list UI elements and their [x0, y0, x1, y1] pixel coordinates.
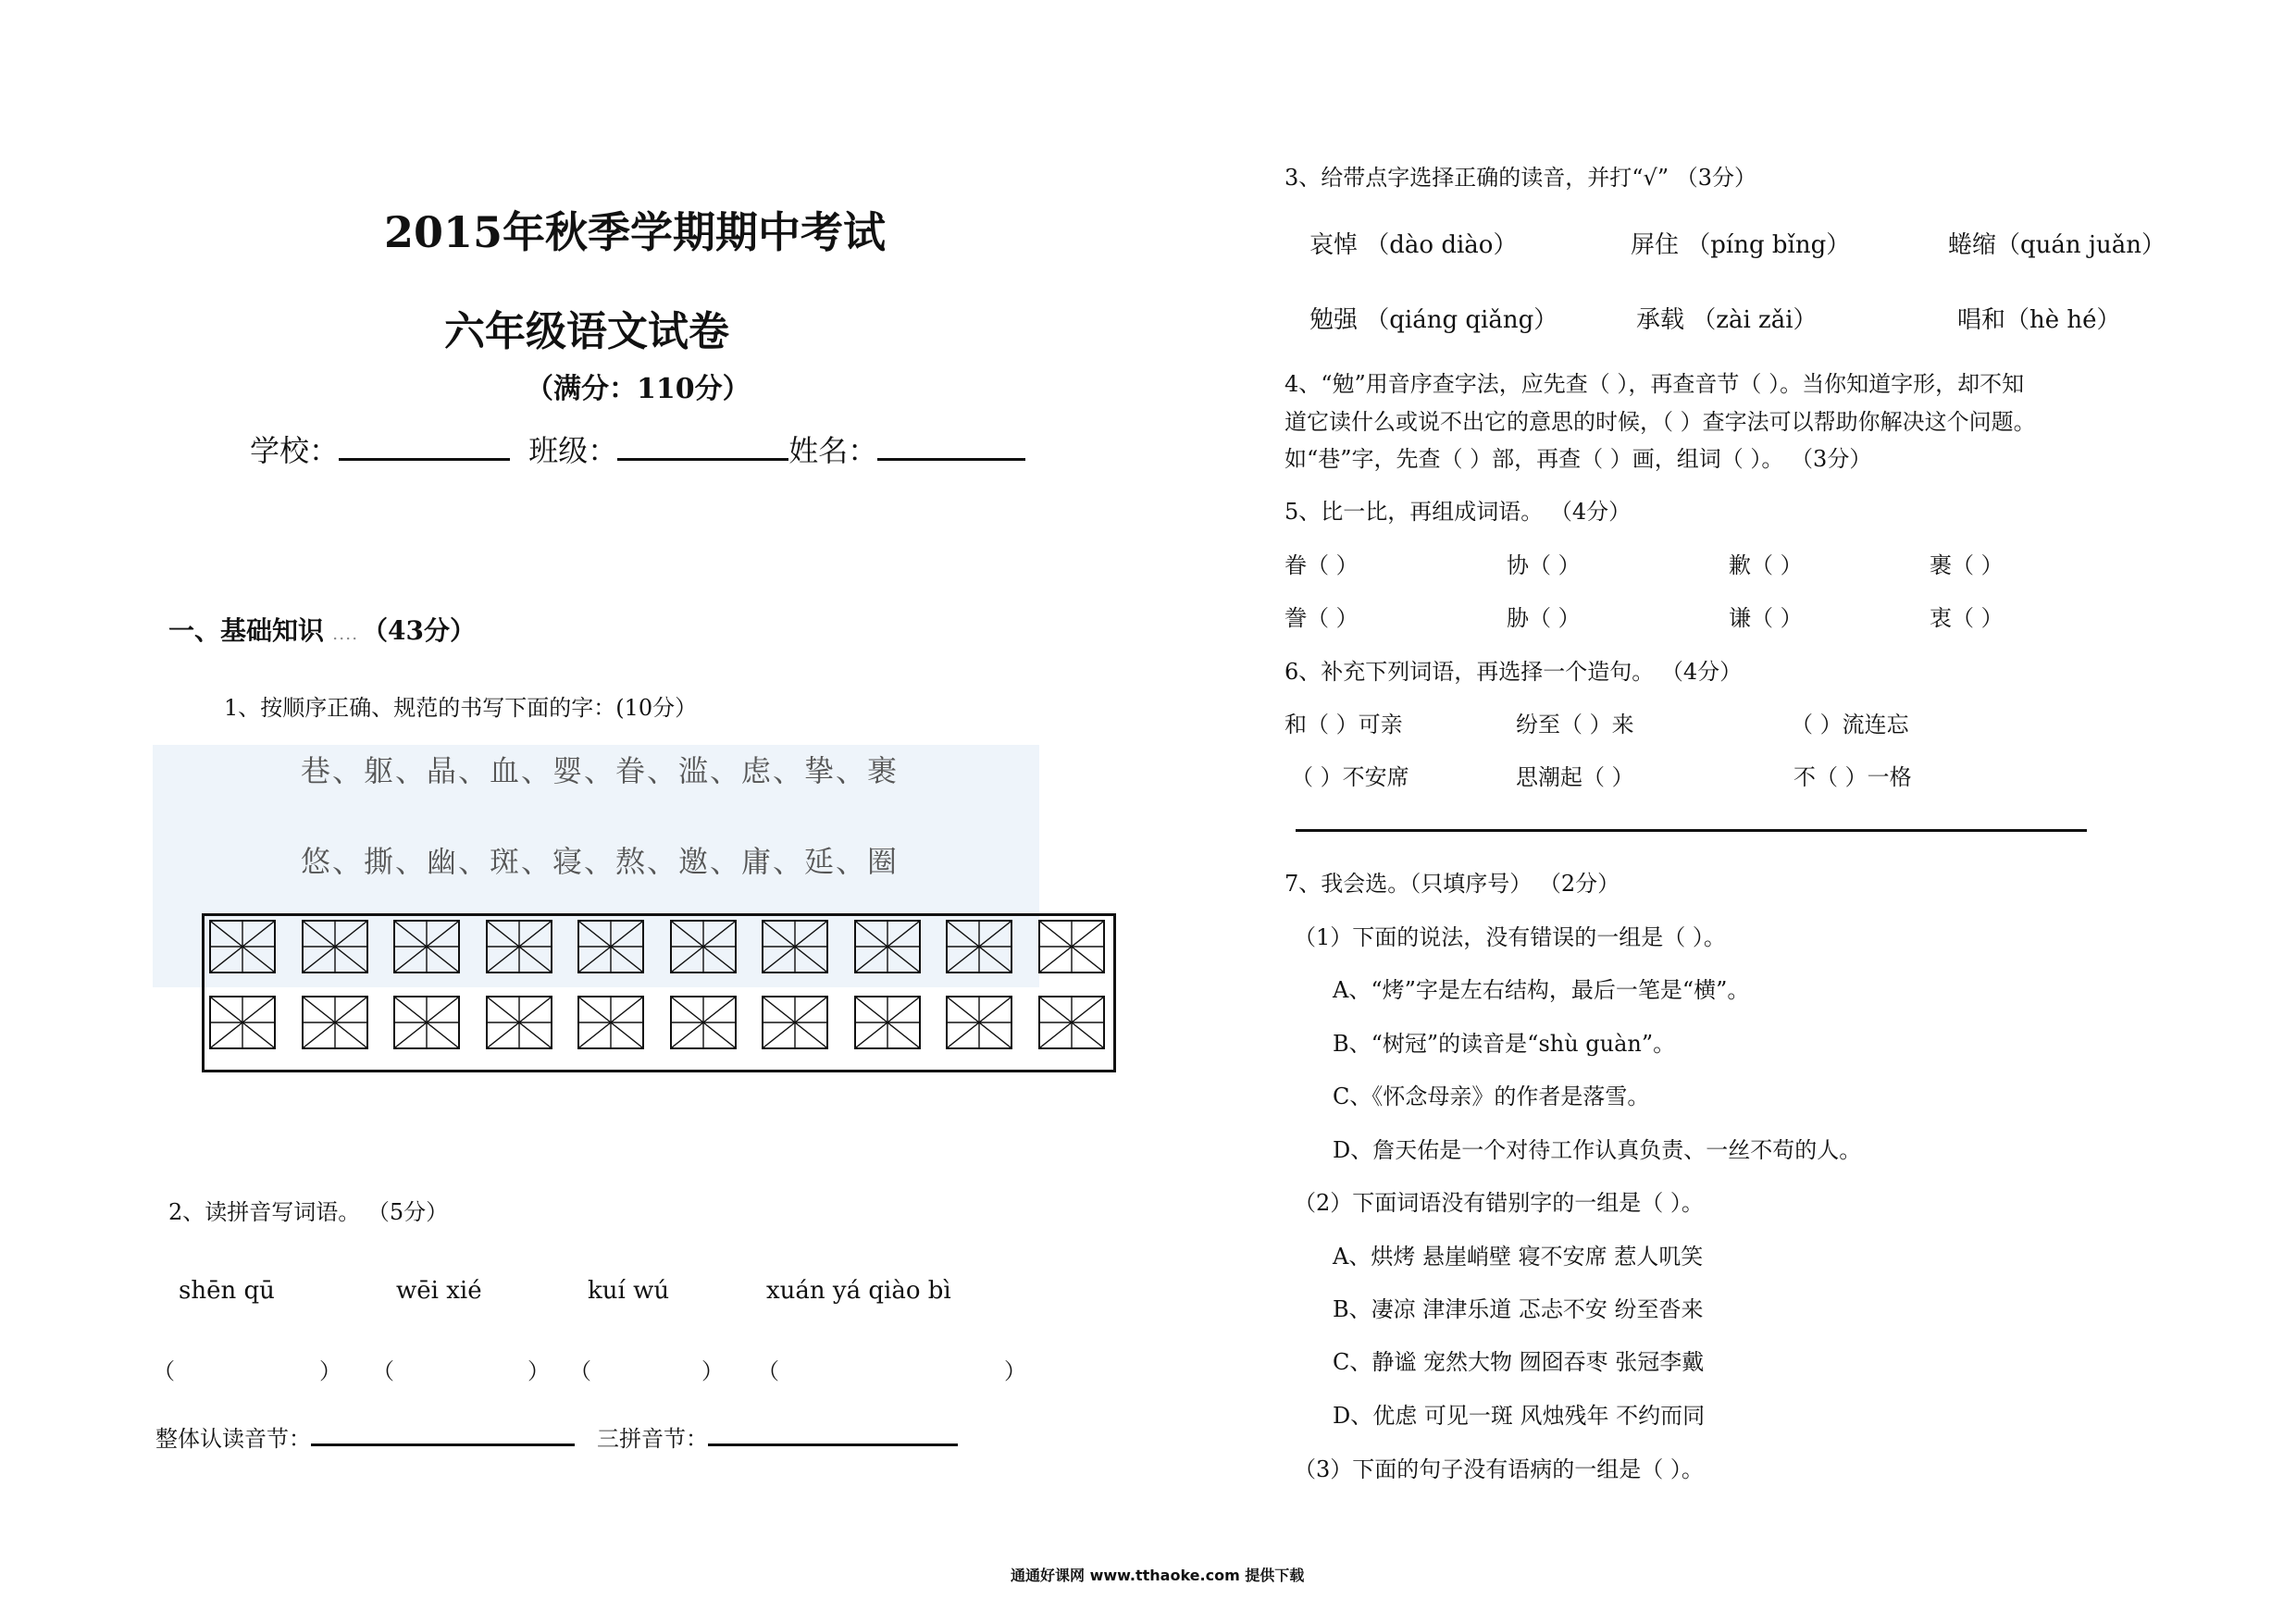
writing-cell[interactable]: [946, 920, 1012, 973]
writing-cell[interactable]: [302, 920, 368, 973]
q7-sub2-opt-c: C、静谧 宠然大物 囫囵吞枣 张冠李戴: [1333, 1349, 1705, 1375]
q4-line-3: 如“巷”字，先查（ ）部，再查（ ）画，组词（ ）。 （3分）: [1285, 446, 1872, 472]
triple-syllable-field[interactable]: [708, 1423, 958, 1446]
q3-item-1: 哀悼 （dào diào）: [1309, 231, 1518, 259]
writing-cell[interactable]: [1038, 996, 1105, 1049]
school-label: 学校：: [250, 433, 340, 468]
q6-item-6: 不（ ）一格: [1793, 764, 1912, 790]
writing-cell[interactable]: [577, 920, 644, 973]
q1-chars-row2: 悠、撕、幽、斑、寝、熬、邀、庸、延、圈: [301, 844, 900, 879]
q5-item-7: 谦（ ）: [1729, 605, 1803, 631]
writing-cell[interactable]: [577, 996, 644, 1049]
q3-item-3: 蜷缩（quán juǎn）: [1948, 231, 2166, 259]
q2-pinyin-3: kuí wú: [588, 1277, 670, 1305]
triple-syllable-row: [597, 1420, 958, 1453]
writing-cell[interactable]: [670, 920, 737, 973]
q3-item-4: 勉强 （qiáng qiǎng）: [1309, 306, 1558, 334]
q5-item-8: 衷（ ）: [1930, 605, 2004, 631]
q6-item-3: （ ）流连忘: [1791, 712, 1909, 737]
q7-sub1-opt-c: C、《怀念母亲》的作者是落雪。: [1333, 1084, 1650, 1109]
writing-cell[interactable]: [946, 996, 1012, 1049]
section-dots: ．．．．: [333, 628, 366, 643]
q6-sentence-line[interactable]: [1296, 829, 2087, 832]
q6-item-5: 思潮起（ ）: [1516, 764, 1634, 790]
name-field[interactable]: [877, 432, 1025, 461]
q4-line-2: 道它读什么或说不出它的意思的时候，（ ）查字法可以帮助你解决这个问题。: [1285, 409, 2036, 435]
q2-paren-close-3: ）: [701, 1358, 724, 1384]
full-score: （满分：110分）: [526, 373, 751, 405]
name-label: 姓名：: [788, 433, 878, 468]
q5-label: 5、比一比，再组成词语。 （4分）: [1285, 499, 1632, 525]
q3-item-6: 唱和（hè hé）: [1957, 306, 2121, 334]
q7-sub2: （2）下面词语没有错别字的一组是（ ）。: [1294, 1190, 1704, 1216]
writing-cell[interactable]: [209, 920, 276, 973]
triple-syllable-label: 三拼音节：: [597, 1426, 708, 1452]
writing-cell[interactable]: [854, 996, 921, 1049]
q2-paren-open-3: （: [569, 1358, 591, 1384]
writing-cell[interactable]: [393, 996, 460, 1049]
q6-item-4: （ ）不安席: [1291, 764, 1409, 790]
q2-label: 2、读拼音写词语。 （5分）: [168, 1199, 449, 1225]
q2-pinyin-1: shēn qū: [179, 1277, 275, 1305]
section-title: 一、基础知识: [168, 615, 325, 646]
q5-item-1: 眷（ ）: [1285, 552, 1359, 578]
exam-title: 2015年秋季学期期中考试: [384, 207, 887, 257]
q5-item-2: 协（ ）: [1507, 552, 1581, 578]
q5-item-5: 誊（ ）: [1285, 605, 1359, 631]
q7-sub3: （3）下面的句子没有语病的一组是（ ）。: [1294, 1456, 1704, 1482]
writing-cell[interactable]: [209, 996, 276, 1049]
whole-syllable-label: 整体认读音节：: [155, 1426, 311, 1452]
q6-item-1: 和（ ）可亲: [1285, 712, 1403, 737]
q1-label: 1、按顺序正确、规范的书写下面的字：(10分）: [224, 695, 698, 721]
q2-pinyin-4: xuán yá qiào bì: [766, 1277, 951, 1305]
q7-sub2-opt-b: B、凄凉 津津乐道 忑忐不安 纷至沓来: [1333, 1296, 1704, 1322]
section-score: （43分）: [375, 615, 476, 646]
q1-chars-row1: 巷、躯、晶、血、婴、眷、滥、虑、挚、裹: [301, 753, 900, 788]
q6-item-2: 纷至（ ）来: [1516, 712, 1634, 737]
class-label: 班级：: [528, 433, 618, 468]
q2-paren-close-4: ）: [1004, 1358, 1026, 1384]
q4-line-1: 4、“勉”用音序查字法，应先查（ ），再查音节（ ）。当你知道字形，却不知: [1285, 371, 2025, 397]
writing-cell[interactable]: [670, 996, 737, 1049]
q2-paren-open-2: （: [372, 1358, 394, 1384]
q2-pinyin-2: wēi xié: [396, 1277, 482, 1305]
q3-label: 3、给带点字选择正确的读音，并打“√” （3分）: [1285, 165, 1756, 191]
writing-cell[interactable]: [762, 996, 828, 1049]
footer-credit: 通通好课网 www.tthaoke.com 提供下载: [1011, 1567, 1305, 1584]
section-basic-knowledge: [168, 611, 476, 648]
q7-sub1: （1）下面的说法，没有错误的一组是（ ）。: [1294, 924, 1726, 950]
q6-label: 6、补充下列词语，再选择一个造句。 （4分）: [1285, 659, 1743, 685]
q7-sub1-opt-b: B、“树冠”的读音是“shù guàn”。: [1333, 1031, 1676, 1057]
paper-subtitle: 六年级语文试卷: [444, 308, 729, 355]
writing-cell[interactable]: [302, 996, 368, 1049]
whole-syllable-row: [155, 1420, 575, 1453]
q7-sub2-opt-d: D、优虑 可见一斑 风烛残年 不约而同: [1333, 1403, 1706, 1429]
q5-item-4: 裹（ ）: [1930, 552, 2004, 578]
q2-paren-close-1: ）: [319, 1358, 341, 1384]
writing-cell[interactable]: [854, 920, 921, 973]
student-info-row: [250, 427, 1025, 470]
q3-item-5: 承载 （zài zǎi）: [1636, 306, 1818, 334]
writing-cell[interactable]: [762, 920, 828, 973]
q7-sub2-opt-a: A、烘烤 悬崖峭壁 寝不安席 惹人叽笑: [1333, 1244, 1704, 1270]
q2-paren-open-1: （: [153, 1358, 175, 1384]
writing-cell[interactable]: [486, 996, 552, 1049]
class-field[interactable]: [617, 432, 788, 461]
school-field[interactable]: [339, 432, 510, 461]
q7-sub1-opt-a: A、“烤”字是左右结构，最后一笔是“横”。: [1333, 977, 1750, 1003]
writing-cell[interactable]: [486, 920, 552, 973]
writing-cell[interactable]: [393, 920, 460, 973]
q2-paren-open-4: （: [757, 1358, 779, 1384]
q3-item-2: 屏住 （píng bǐng）: [1631, 231, 1851, 259]
writing-cell[interactable]: [1038, 920, 1105, 973]
whole-syllable-field[interactable]: [311, 1423, 575, 1446]
q7-label: 7、我会选。（只填序号） （2分）: [1285, 871, 1620, 897]
q5-item-6: 胁（ ）: [1507, 605, 1581, 631]
q7-sub1-opt-d: D、詹天佑是一个对待工作认真负责、一丝不苟的人。: [1333, 1137, 1862, 1163]
q5-item-3: 歉（ ）: [1729, 552, 1803, 578]
q2-paren-close-2: ）: [527, 1358, 550, 1384]
